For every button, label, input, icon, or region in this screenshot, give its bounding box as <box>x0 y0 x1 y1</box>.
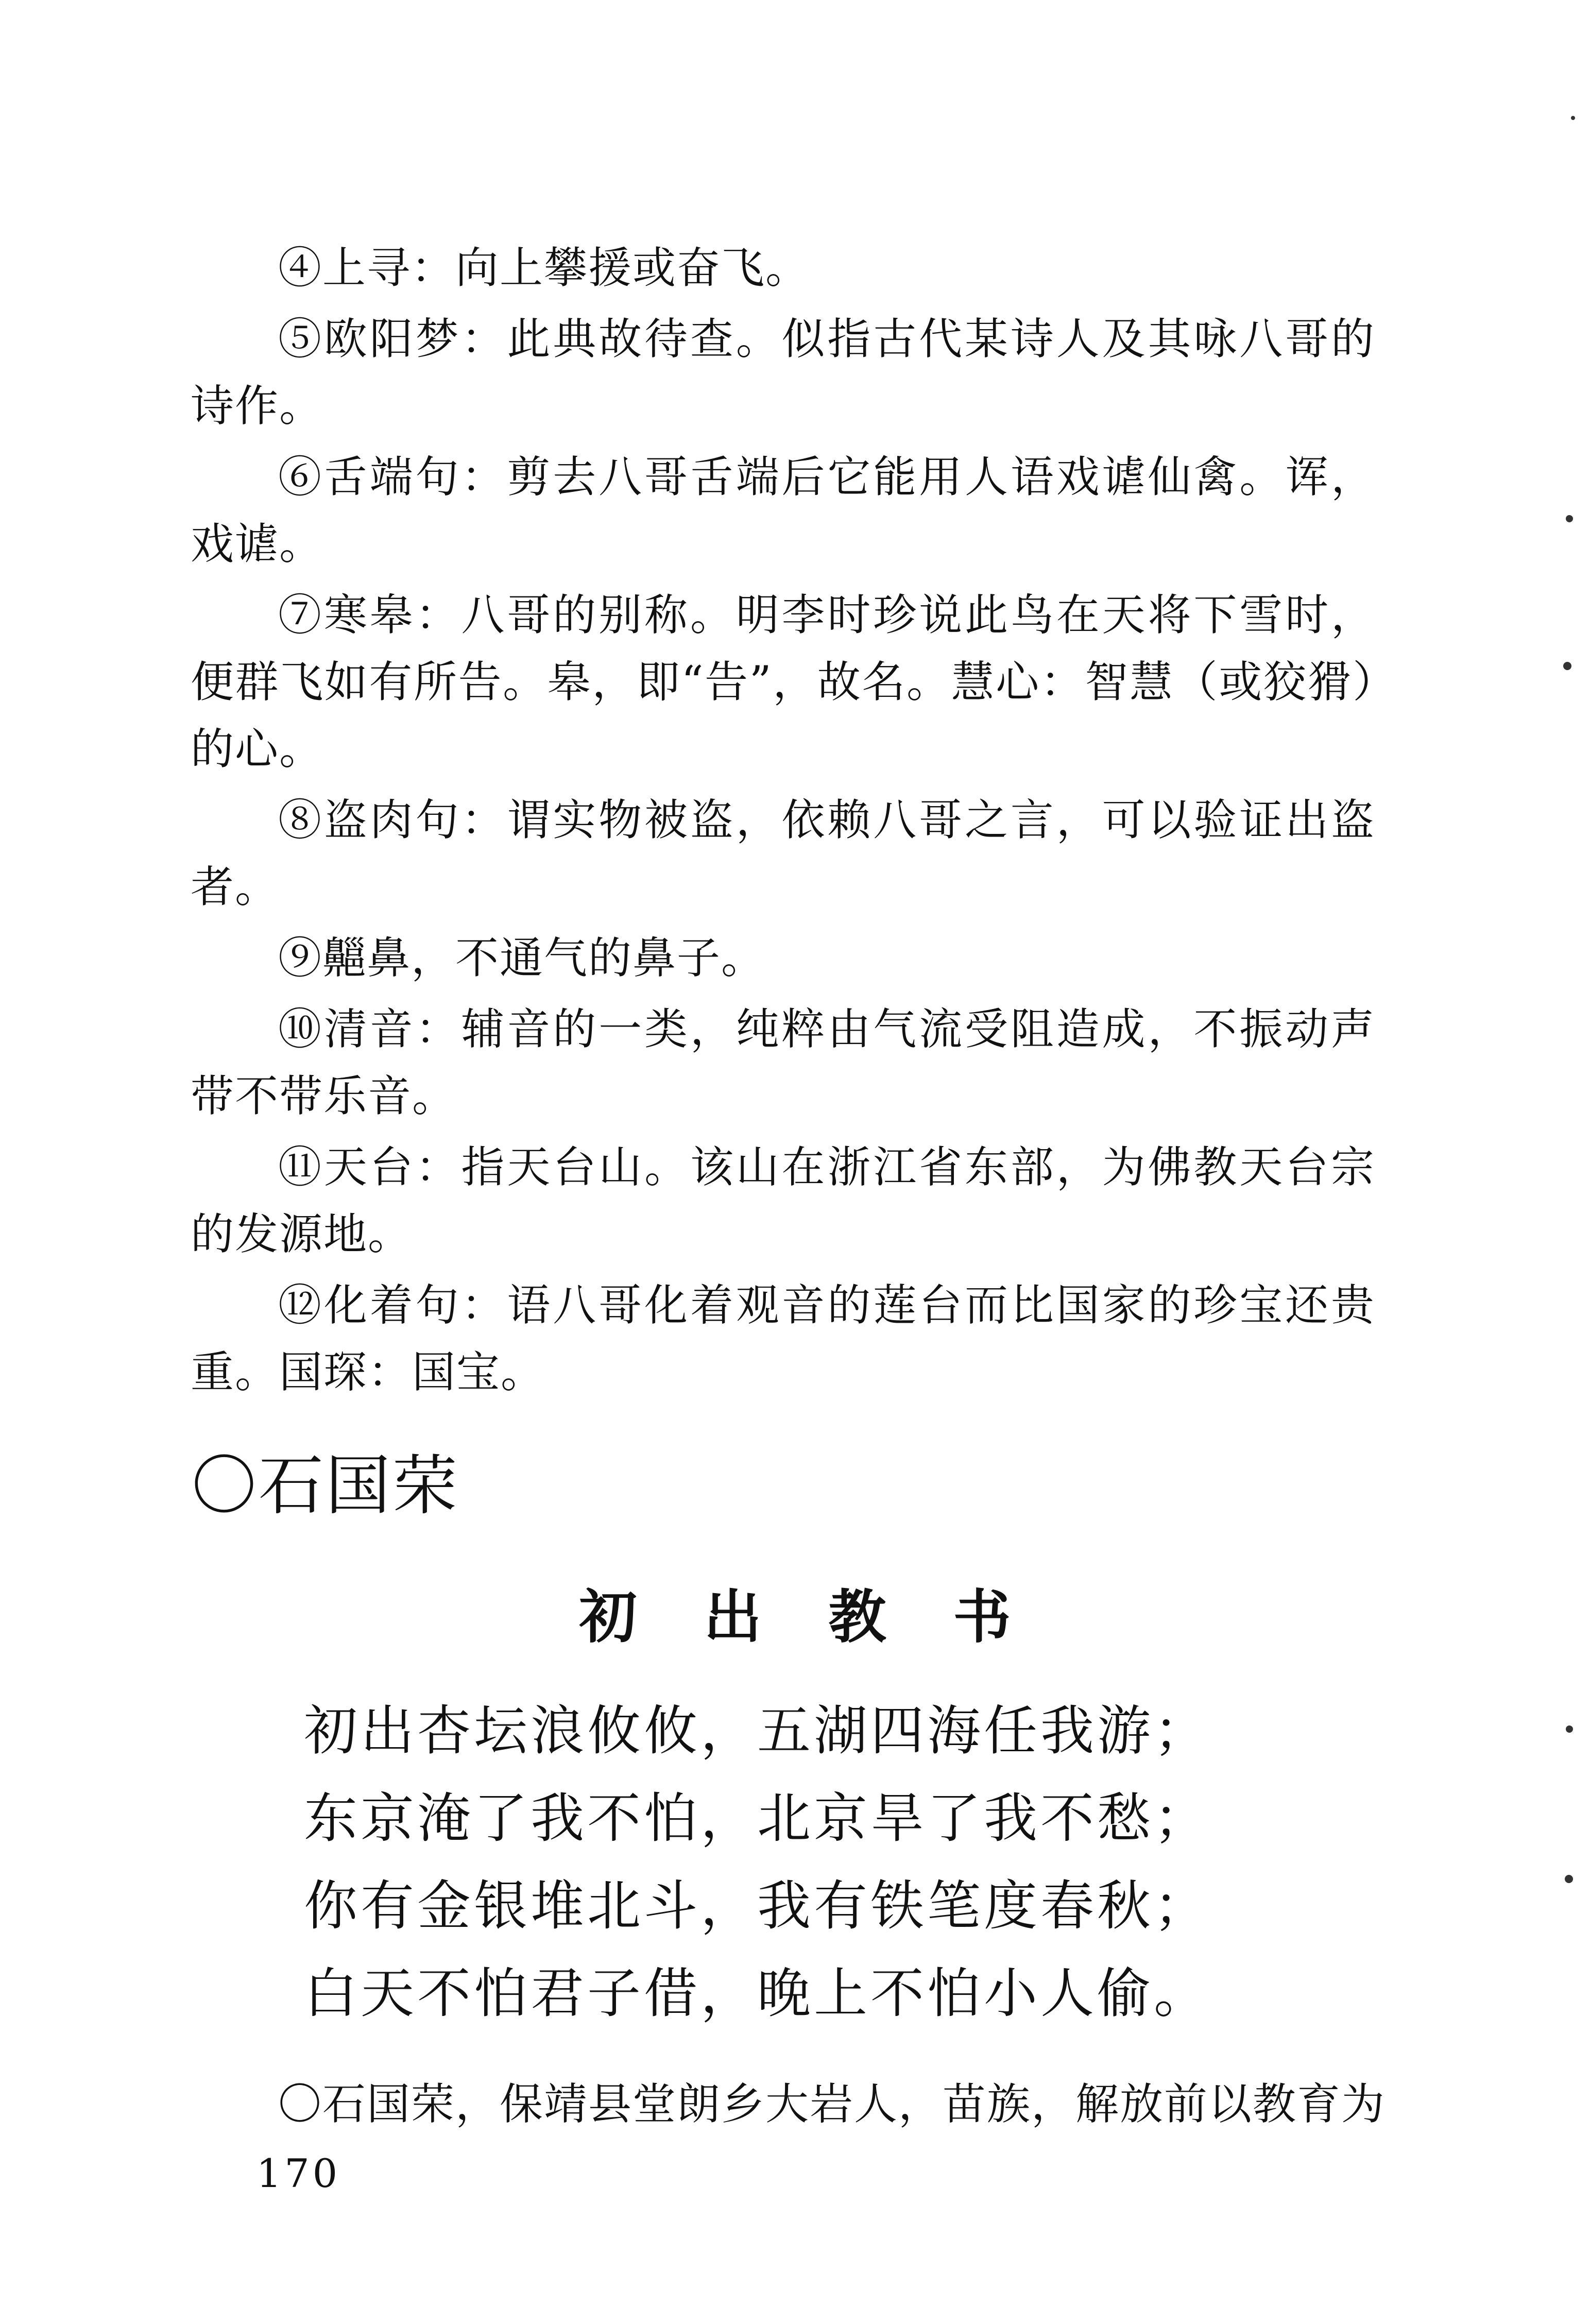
footnote: ④上寻：向上攀援或奋飞。 <box>278 243 810 293</box>
footnote: ⑧盗肉句：谓实物被盗，依赖八哥之言，可以验证出盗者。 <box>191 795 1375 912</box>
poem-line: 初出杏坛浪攸攸，五湖四海任我游； <box>304 1699 1211 1762</box>
footnote: ⑩清音：辅音的一类，纯粹由气流受阻造成，不振动声带不带乐音。 <box>191 1004 1375 1121</box>
poem-line: 你有金银堆北斗，我有铁笔度春秋； <box>304 1874 1211 1937</box>
scan-speck <box>1571 116 1575 120</box>
footnote: ⑦寒皋：八哥的别称。明李时珍说此鸟在天将下雪时，便群飞如有所告。皋，即“告”，故名。慧心：智慧（或狡猾）的心。 <box>191 590 1375 774</box>
footnotes <box>191 234 1375 1410</box>
scan-speck <box>1565 1875 1573 1883</box>
author-heading: 〇石国荣 <box>192 1448 459 1524</box>
page-number: 170 <box>257 2150 341 2196</box>
footnote: ⑫化着句：语八哥化着观音的莲台而比国家的珍宝还贵重。国琛：国宝。 <box>191 1280 1375 1397</box>
poem-line: 东京淹了我不怕，北京旱了我不愁； <box>304 1787 1211 1850</box>
author-bio: 〇石国荣，保靖县堂朗乡大岩人，苗族，解放前以教育为 <box>278 2079 1386 2129</box>
scan-speck <box>1563 662 1571 670</box>
scan-speck <box>1566 515 1573 522</box>
poem-body <box>304 1687 1210 2037</box>
footnote: ⑤欧阳梦：此典故待查。似指古代某诗人及其咏八哥的诗作。 <box>191 314 1375 431</box>
footnote: ⑥舌端句：剪去八哥舌端后它能用人语戏谑仙禽。诨，戏谑。 <box>191 452 1375 569</box>
footnote: ⑨齆鼻，不通气的鼻子。 <box>278 933 766 983</box>
poem-line: 白天不怕君子借，晚上不怕小人偷。 <box>304 1962 1211 2025</box>
poem-title: 初出教书 <box>579 1584 1078 1651</box>
footnote: ⑪天台：指天台山。该山在浙江省东部，为佛教天台宗的发源地。 <box>191 1142 1375 1259</box>
scan-speck <box>1566 1725 1573 1733</box>
